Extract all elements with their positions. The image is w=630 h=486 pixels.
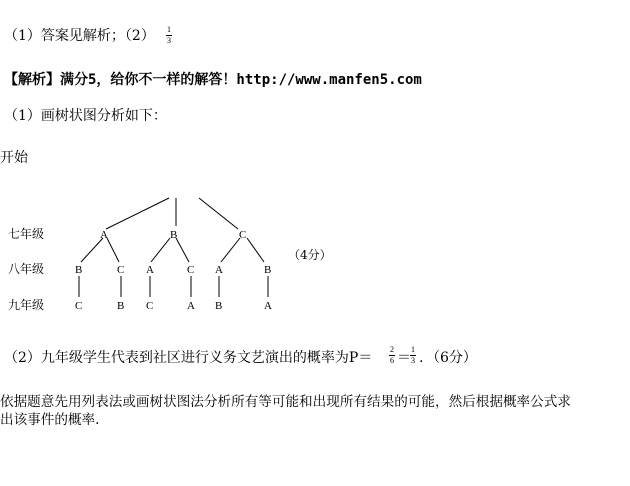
analysis-text: 满分5，给你不一样的解答！http://www.manfen5.com xyxy=(60,72,422,88)
part2-period: . xyxy=(419,350,424,366)
part2-text: （2）九年级学生代表到社区进行义务文艺演出的概率为P＝ xyxy=(4,350,373,366)
branch-root-A xyxy=(106,198,169,229)
node-l1: A xyxy=(100,229,108,241)
tree-lines xyxy=(79,198,268,297)
node-l3: A xyxy=(264,300,272,312)
part2-fraction-2 xyxy=(410,346,416,365)
node-l2: C xyxy=(187,264,195,276)
node-l1: C xyxy=(239,229,247,241)
conclusion-line-1: 依据题意先用列表法或画树状图法分析所有等可能和出现所有结果的可能，然后根据概率公式求 xyxy=(0,394,571,410)
branch-A-C xyxy=(107,238,119,262)
part2-score: （6分） xyxy=(426,350,477,366)
answer-frac-denominator: 3 xyxy=(167,36,171,45)
branch-A-B xyxy=(81,238,103,262)
node-l3: A xyxy=(187,300,195,312)
branch-B-C xyxy=(176,238,189,262)
part2-fraction-1 xyxy=(389,346,395,365)
frac2-numerator: 1 xyxy=(411,345,415,354)
analysis-bracket: 【解析】 xyxy=(4,72,60,88)
tree-score-note: （4分） xyxy=(288,248,332,262)
node-l2: B xyxy=(75,264,83,276)
row-label-grade7: 七年级 xyxy=(8,227,45,241)
answer-frac-numerator: 1 xyxy=(167,25,171,34)
frac1-denominator: 6 xyxy=(390,356,394,365)
branch-C-B xyxy=(247,238,264,262)
row-label-grade8: 八年级 xyxy=(8,262,45,276)
node-l3: C xyxy=(75,300,83,312)
node-l2: A xyxy=(146,264,154,276)
branch-B-A xyxy=(151,238,170,262)
node-l2: B xyxy=(264,264,272,276)
part2-line xyxy=(4,350,372,366)
frac1-numerator: 2 xyxy=(390,345,394,354)
part1-intro: （1）画树状图分析如下： xyxy=(4,108,167,124)
node-l2: C xyxy=(117,264,125,276)
node-l1: B xyxy=(170,229,178,241)
node-l3: C xyxy=(146,300,154,312)
frac2-denominator: 3 xyxy=(411,356,415,365)
start-label: 开始 xyxy=(0,150,28,166)
node-l3: B xyxy=(215,300,223,312)
answer-text: （1）答案见解析；（2） xyxy=(4,28,155,44)
branch-root-C xyxy=(199,198,238,229)
conclusion-line-2: 出该事件的概率. xyxy=(0,412,100,428)
part2-eq: ＝ xyxy=(397,350,411,366)
node-l3: B xyxy=(117,300,125,312)
branch-C-A xyxy=(221,238,240,262)
row-label-grade9: 九年级 xyxy=(8,298,45,312)
node-l2: A xyxy=(215,264,223,276)
